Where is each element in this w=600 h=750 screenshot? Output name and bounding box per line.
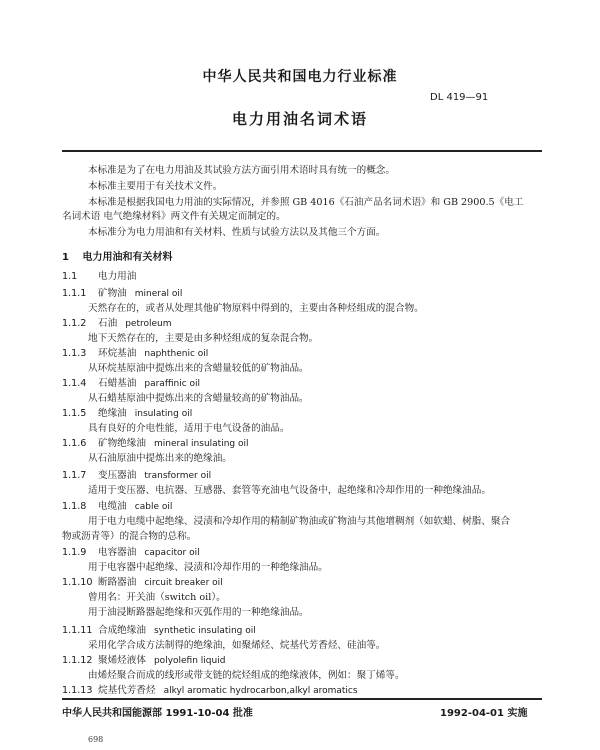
term-chinese: 聚烯烃液体 [98, 655, 146, 666]
intro-line-4: 本标准分为电力用油和有关材料、性质与试验方法以及其他三个方面。 [88, 227, 386, 238]
term-number: 1.1.8 [62, 501, 87, 512]
term-english: capacitor oil [144, 548, 200, 558]
header-divider [62, 150, 542, 152]
term-definition: 采用化学合成方法制得的绝缘油，如聚烯烃、烷基代芳香烃、硅油等。 [88, 640, 386, 651]
term-english: naphthenic oil [144, 349, 209, 359]
intro-line-3b: 名词术语 电气绝缘材料》两文件有关规定而制定的。 [62, 211, 286, 222]
term-definition: 天然存在的，或者从处理其他矿物原料中得到的，主要由各种烃组成的混合物。 [88, 303, 424, 314]
term-definition: 从环烷基原油中提炼出来的含蜡量较低的矿物油品。 [88, 363, 309, 374]
issued-by: 中华人民共和国能源部 1991-10-04 批准 [62, 708, 253, 719]
term-chinese: 矿物油 [98, 288, 127, 299]
term-definition: 具有良好的介电性能，适用于电气设备的油品。 [88, 423, 290, 434]
term-entry [62, 576, 223, 590]
effective-date: 1992-04-01 实施 [440, 708, 528, 719]
term-definition: 从石油原油中提炼出来的绝缘油。 [88, 453, 232, 464]
intro-line-2: 本标准主要用于有关技术文件。 [88, 181, 223, 192]
term-entry [62, 469, 211, 483]
term-english: circuit breaker oil [144, 578, 223, 588]
term-definition: 从石蜡基原油中提炼出来的含蜡量较高的矿物油品。 [88, 393, 309, 404]
org-title: 中华人民共和国电力行业标准 [202, 69, 398, 85]
term-number: 1.1.3 [62, 348, 87, 359]
term-english: petroleum [125, 319, 172, 329]
term-number: 1.1.2 [62, 318, 87, 329]
term-definition: 曾用名：开关油（switch oil）。 [88, 592, 226, 603]
term-english: paraffinic oil [144, 379, 201, 389]
section-1-heading [62, 248, 172, 263]
term-english: insulating oil [134, 409, 193, 419]
footer-divider [62, 698, 542, 700]
section-title: 电力用油和有关材料 [82, 252, 173, 263]
term-number: 1.1.7 [62, 470, 87, 481]
term-entry [62, 347, 208, 361]
term-chinese: 断路器油 [98, 577, 137, 588]
term-entry [62, 500, 172, 514]
term-chinese: 变压器油 [98, 470, 137, 481]
term-definition: 物或沥青等）的混合物的总称。 [62, 531, 197, 542]
term-number: 1.1.1 [62, 288, 87, 299]
term-entry [62, 437, 248, 451]
term-english: mineral oil [134, 289, 183, 299]
intro-line-3a: 本标准是根据我国电力用油的实际情况，并参照 GB 4016《石油产品名词术语》和 GB 2900.5《电工 [88, 197, 524, 208]
term-chinese: 电容器油 [98, 547, 137, 558]
term-chinese: 矿物绝缘油 [98, 438, 146, 449]
term-definition: 适用于变压器、电抗器、互感器、套管等充油电气设备中，起绝缘和冷却作用的一种绝缘油品。 [88, 485, 491, 496]
term-english: alkyl aromatic hydrocarbon,alkyl aromatics [163, 686, 358, 696]
term-number: 1.1 [62, 271, 78, 282]
term-entry [62, 317, 171, 331]
term-number: 1.1.10 [62, 577, 93, 588]
term-number: 1.1.5 [62, 408, 87, 419]
page-number: 698 [88, 735, 104, 744]
term-chinese: 石蜡基油 [98, 378, 137, 389]
term-number: 1.1.4 [62, 378, 87, 389]
term-entry [62, 287, 182, 301]
term-entry [62, 407, 192, 421]
term-number: 1.1.11 [62, 625, 93, 636]
term-entry [62, 654, 225, 668]
term-chinese: 环烷基油 [98, 348, 137, 359]
term-definition: 用于电力电缆中起绝缘、浸渍和冷却作用的精制矿物油或矿物油与其他增稠剂（如软蜡、树脂、聚合 [88, 516, 511, 527]
term-english: polyolefin liquid [153, 656, 226, 666]
document-title: 电力用油名词术语 [231, 110, 368, 128]
term-chinese: 电力用油 [98, 271, 137, 282]
section-number: 1 [62, 252, 69, 263]
term-chinese: 绝缘油 [98, 408, 127, 419]
term-number: 1.1.12 [62, 655, 93, 666]
term-english: mineral insulating oil [153, 439, 249, 449]
term-chinese: 烷基代芳香烃 [98, 685, 156, 696]
term-entry [62, 270, 136, 284]
term-entry [62, 377, 200, 391]
term-entry [62, 624, 256, 638]
intro-line-1: 本标准是为了在电力用油及其试验方法方面引用术语时具有统一的概念。 [88, 165, 395, 176]
term-definition: 地下天然存在的，主要是由多种烃组成的复杂混合物。 [88, 333, 319, 344]
term-entry [62, 684, 358, 698]
term-definition: 用于油浸断路器起绝缘和灭弧作用的一种绝缘油品。 [88, 607, 309, 618]
term-chinese: 电缆油 [98, 501, 127, 512]
term-english: cable oil [134, 502, 173, 512]
term-english: synthetic insulating oil [153, 626, 256, 636]
term-entry [62, 546, 200, 560]
term-chinese: 石油 [98, 318, 118, 329]
standard-code: DL 419—91 [430, 92, 489, 103]
term-definition: 用于电容器中起绝缘、浸渍和冷却作用的一种绝缘油品。 [88, 562, 328, 573]
term-english: transformer oil [144, 471, 212, 481]
term-number: 1.1.6 [62, 438, 87, 449]
term-chinese: 合成绝缘油 [98, 625, 146, 636]
term-number: 1.1.13 [62, 685, 93, 696]
term-definition: 由烯烃聚合而成的线形或带支链的烷烃组成的绝缘液体，例如：聚丁烯等。 [88, 670, 405, 681]
term-number: 1.1.9 [62, 547, 87, 558]
